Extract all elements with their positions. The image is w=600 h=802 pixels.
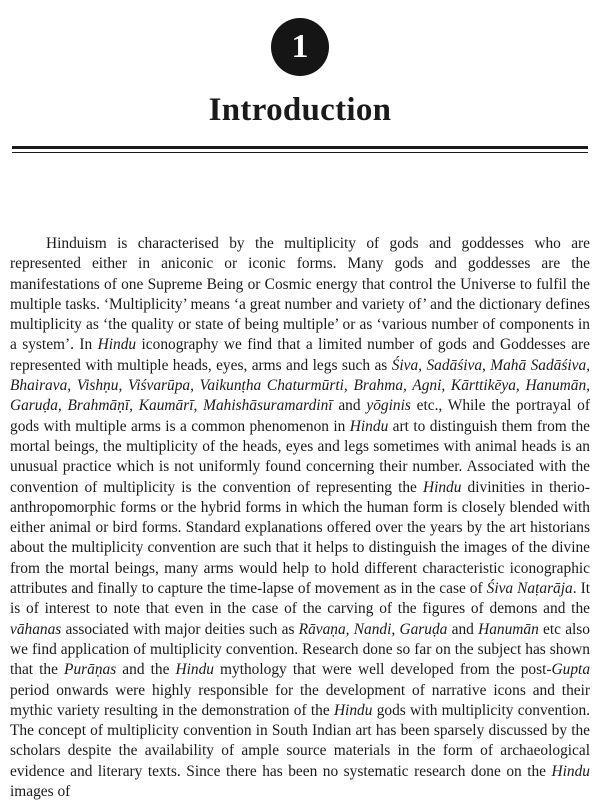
body-paragraph: Hinduism is characterised by the multiplicity of gods and goddesses who are represented either in aniconic or iconic forms. Many gods and goddesses are the manifestations of one Supreme Being or Cosmic energy that control the Universe to fulfil the multiple tasks. ‘Multiplicity’ means ‘a great number and variety of’ and the dictionary defines multiplicity as ‘the quality or state of being multiple’ or as ‘various number of components in a system’. In Hindu iconography we find that a limited number of gods and Goddesses are represented with multiple heads, eyes, arms and legs such as Śiva, Sadāśiva, Mahā Sadāśiva, Bhairava, Vishṇu, Viśvarūpa, Vaikunṭha Chaturmūrti, Brahma, Agni, Kārttikēya, Hanumān, Garuḍa, Brahmāṇī, Kaumārī, Mahishāsuramardinī and yōginis etc., While the portrayal of gods with multiple arms is a common phenomenon in Hindu art to distinguish them from the mortal beings, the multiplicity of the heads, eyes and legs sometimes with animal heads is an unusual practice which is not uniformly found concerning their number. Associated with the convention of multiplicity is the convention of representing the Hindu divinities in therio-anthropomorphic forms or the hybrid forms in which the human form is closely blended with either animal or bird forms. Standard explanations offered over the years by the art historians about the multiplicity convention are such that it helps to distinguish the images of the divine from the mortal beings, many arms would help to hold different characteristic iconographic attributes and finally to capture the time-lapse of movement as in the case of Śiva Naṭarāja. It is of interest to note that even in the case of the carving of the figures of demons and the vāhanas associated with major deities such as Rāvaṇa, Nandi, Garuḍa and Hanumān etc also we find application of multiplicity convention. Research done so far on the subject has shown that the Purāṇas and the Hindu mythology that were well developed from the post-Gupta period onwards were highly responsible for the development of narrative icons and their mythic variety resulting in the demonstration of the Hindu gods with multiplicity convention. The concept of multiplicity convention in South Indian art has been sparsely discussed by the scholars despite the availability of ample source materials in the form of archaeological evidence and literary texts. Since there has been no systematic research done on the Hindu images of: [10, 235, 591, 801]
title-rule-thin: [12, 152, 588, 153]
chapter-number-badge: [271, 18, 329, 76]
chapter-number: 1: [291, 28, 309, 65]
chapter-title: Introduction: [208, 92, 392, 128]
title-rule-thick: [12, 146, 588, 149]
